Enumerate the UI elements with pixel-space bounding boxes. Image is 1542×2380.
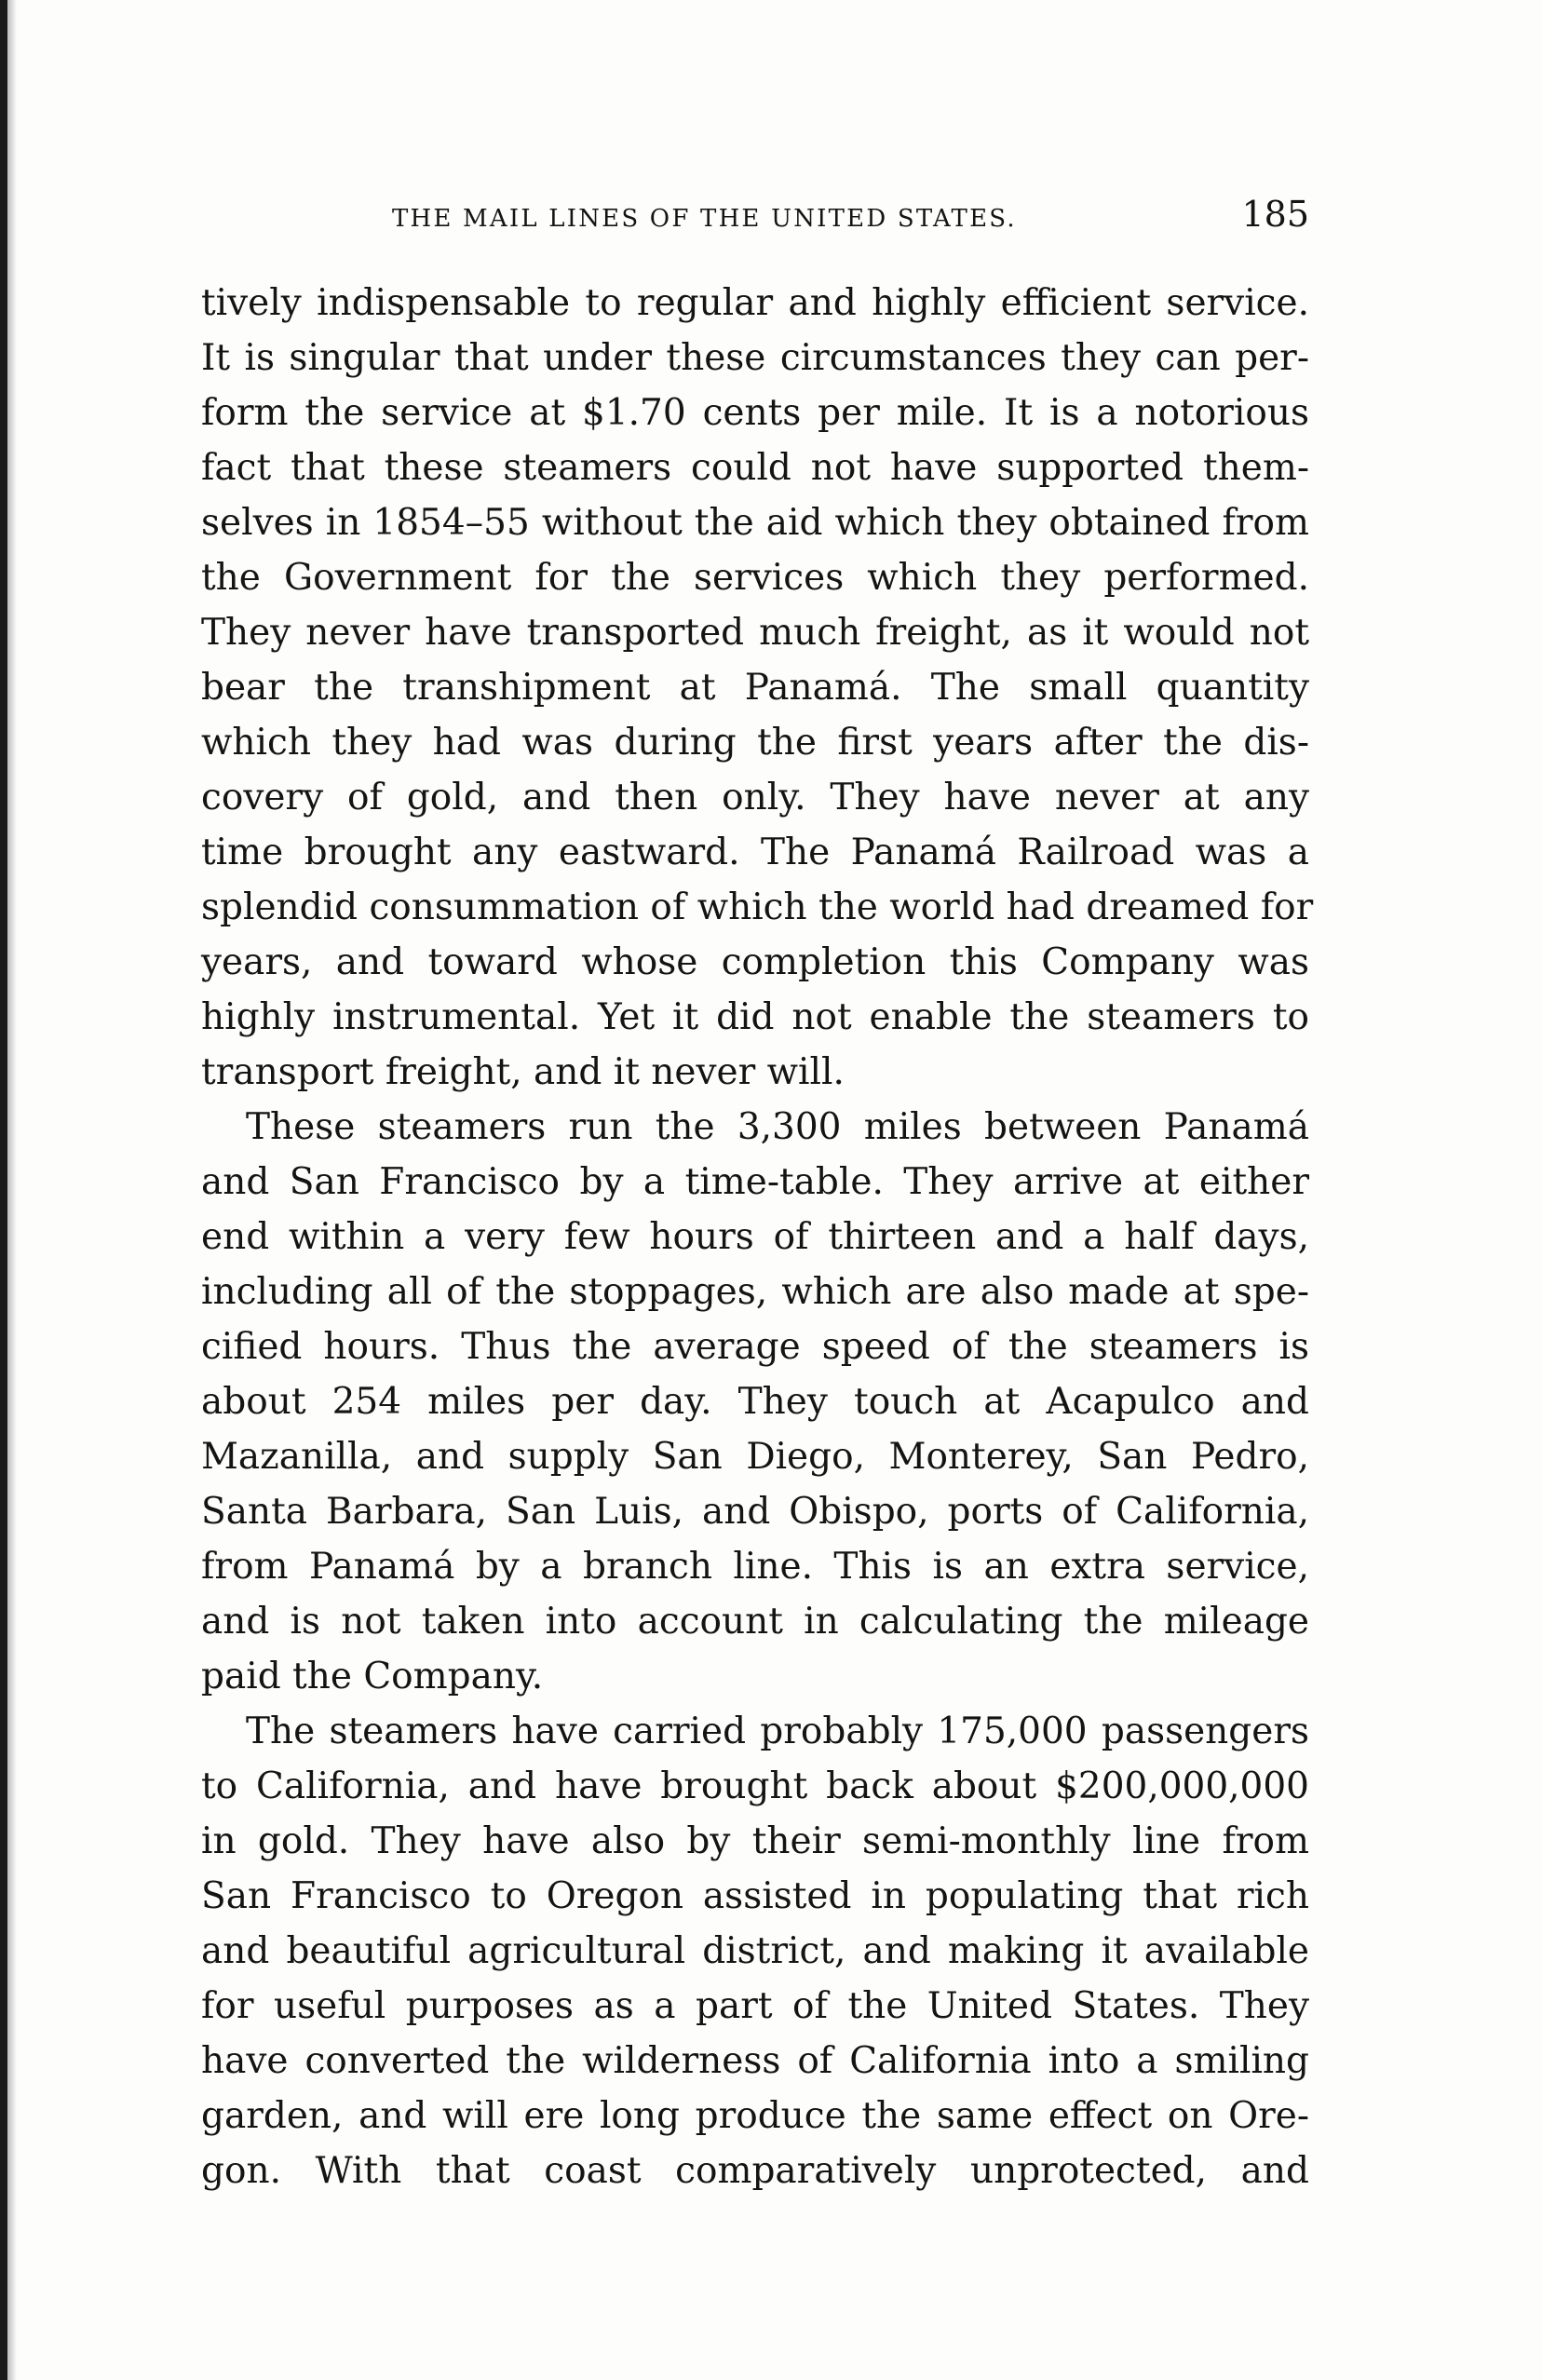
text-line: the Government for the services which they performed. [201,557,1309,599]
text-line: years, and toward whose completion this Company was [201,941,1309,983]
text-line: bear the transhipment at Panamá. The small quantity [201,667,1309,709]
text-line: transport freight, and it never will. [201,1051,845,1093]
running-title: THE MAIL LINES OF THE UNITED STATES. [392,205,1017,233]
text-line: gon. With that coast comparatively unprotected, and [201,2150,1309,2192]
text-line: The steamers have carried probably 175,000 passengers [246,1711,1309,1752]
text-line: tively indispensable to regular and highly efficient service. [201,282,1309,324]
text-line: for useful purposes as a part of the United States. They [201,1985,1309,2027]
paragraph-3 [201,1704,1309,2198]
paragraph-1 [201,276,1314,1100]
text-line: selves in 1854–55 without the aid which they obtained from [201,502,1309,544]
text-line: in gold. They have also by their semi-monthly line from [201,1820,1309,1862]
text-line: covery of gold, and then only. They have never at any [201,777,1309,818]
text-line: fact that these steamers could not have supported them- [201,447,1309,489]
text-line: which they had was during the first years after the dis- [201,722,1309,764]
text-line: Mazanilla, and supply San Diego, Monterey, San Pedro, [201,1436,1309,1478]
text-line: cified hours. Thus the average speed of the steamers is [201,1326,1309,1368]
book-spine-edge [0,0,7,2380]
text-line: paid the Company. [201,1656,544,1697]
text-line: about 254 miles per day. They touch at Acapulco and [201,1381,1309,1423]
body-text [201,276,1314,2198]
text-line: splendid consummation of which the world had dreamed for [201,886,1314,928]
text-line: and is not taken into account in calculating the mileage [201,1601,1309,1643]
page-number: 185 [1241,194,1309,235]
running-head [201,194,1309,250]
text-line: from Panamá by a branch line. This is an extra service, [201,1546,1309,1588]
text-line: including all of the stoppages, which are also made at spe- [201,1271,1309,1313]
text-line: have converted the wilderness of California into a smiling [201,2040,1309,2082]
paragraph-2 [201,1100,1309,1704]
spine-shadow [7,0,17,2380]
text-line: These steamers run the 3,300 miles between Panamá [246,1106,1309,1148]
text-line: to California, and have brought back about $200,000,000 [201,1765,1309,1807]
text-line: end within a very few hours of thirteen and a half days, [201,1216,1309,1258]
text-line: highly instrumental. Yet it did not enable the steamers to [201,996,1309,1038]
text-line: They never have transported much freight, as it would not [201,612,1309,654]
text-line: time brought any eastward. The Panamá Railroad was a [201,832,1309,873]
text-line: San Francisco to Oregon assisted in populating that rich [201,1875,1309,1917]
text-line: and beautiful agricultural district, and making it available [201,1930,1309,1972]
text-line: garden, and will ere long produce the same effect on Ore- [201,2095,1309,2137]
text-line: and San Francisco by a time-table. They arrive at either [201,1161,1309,1203]
text-line: Santa Barbara, San Luis, and Obispo, ports of California, [201,1491,1309,1533]
text-line: form the service at $1.70 cents per mile. It is a notorious [201,392,1309,434]
text-line: It is singular that under these circumstances they can per- [201,337,1309,379]
